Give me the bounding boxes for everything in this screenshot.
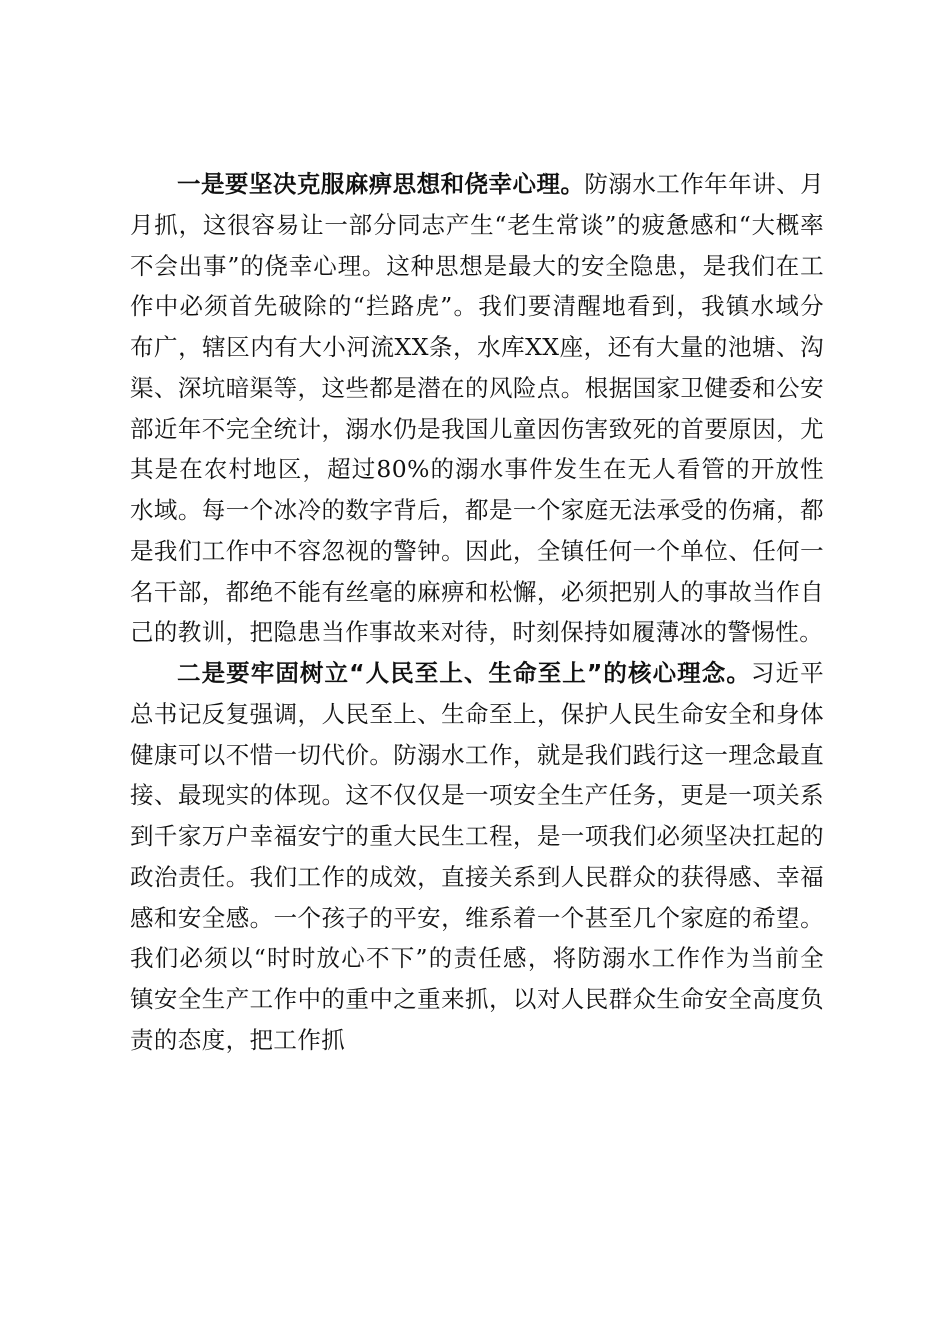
- paragraph-1-lead: 一是要坚决克服麻痹思想和侥幸心理。: [177, 170, 585, 198]
- paragraph-1: [130, 164, 824, 653]
- paragraph-2-body: 习近平总书记反复强调，人民至上、生命至上，保护人民生命安全和身体健康可以不惜一切代价。防溺水工作，就是我们践行这一理念最直接、最现实的体现。这不仅仅是一项安全生产任务，更是一项关系到千家万户幸福安宁的重大民生工程，是一项我们必须坚决扛起的政治责任。我们工作的成效，直接关系到人民群众的获得感、幸福感和安全感。一个孩子的平安，维系着一个甚至几个家庭的希望。我们必须以“时时放心不下”的责任感，将防溺水工作作为当前全镇安全生产工作中的重中之重来抓，以对人民群众生命安全高度负责的态度，把工作抓: [130, 659, 824, 1054]
- document-body: [130, 164, 824, 1061]
- paragraph-1-body: 防溺水工作年年讲、月月抓，这很容易让一部分同志产生“老生常谈”的疲惫感和“大概率不会出事”的侥幸心理。这种思想是最大的安全隐患，是我们在工作中必须首先破除的“拦路虎”。我们要清醒地看到，我镇水域分布广，辖区内有大小河流XX条，水库XX座，还有大量的池塘、沟渠、深坑暗渠等，这些都是潜在的风险点。根据国家卫健委和公安部近年不完全统计，溺水仍是我国儿童因伤害致死的首要原因，尤其是在农村地区，超过80%的溺水事件发生在无人看管的开放性水域。每一个冰冷的数字背后，都是一个家庭无法承受的伤痛，都是我们工作中不容忽视的警钟。因此，全镇任何一个单位、任何一名干部，都绝不能有丝毫的麻痹和松懈，必须把别人的事故当作自己的教训，把隐患当作事故来对待，时刻保持如履薄冰的警惕性。: [130, 170, 824, 647]
- paragraph-2-lead: 二是要牢固树立“人民至上、生命至上”的核心理念。: [177, 659, 751, 687]
- paragraph-2: [130, 653, 824, 1061]
